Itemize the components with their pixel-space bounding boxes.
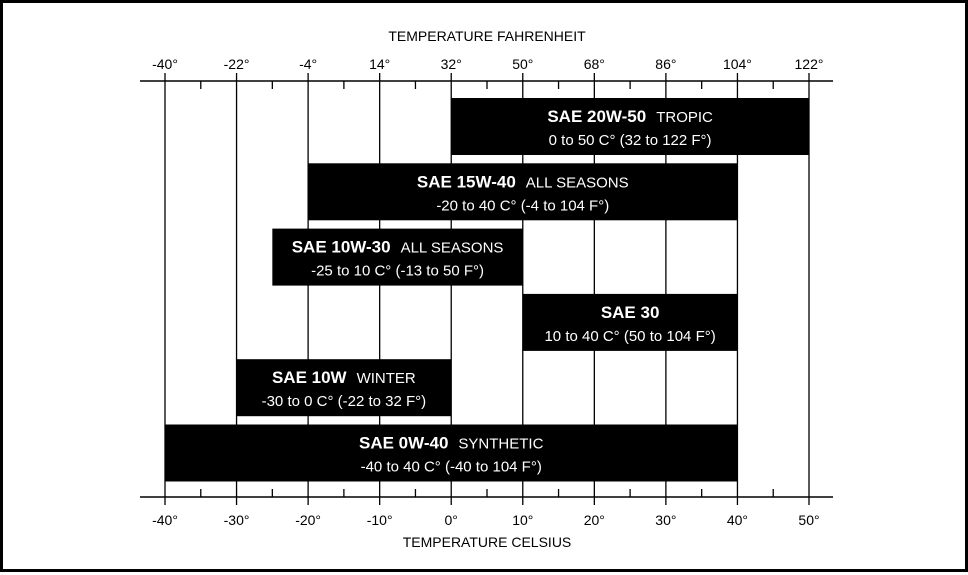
- oil-season: ALL SEASONS: [400, 239, 504, 257]
- oil-season: TROPIC: [656, 109, 713, 126]
- fahrenheit-tick-label: 68°: [583, 56, 605, 72]
- oil-temperature-range: -30 to 0 C° (-22 to 32 F°): [261, 393, 427, 411]
- celsius-tick-label: 30°: [655, 512, 677, 528]
- oil-temperature-chart: [3, 3, 968, 575]
- fahrenheit-tick-label: -40°: [152, 56, 178, 72]
- oil-grade: SAE 10W: [271, 368, 347, 388]
- fahrenheit-tick-label: -4°: [299, 56, 318, 72]
- oil-bar: [308, 163, 737, 220]
- oil-temperature-range: -20 to 40 C° (-4 to 104 F°): [436, 197, 610, 215]
- celsius-tick-label: -20°: [295, 512, 322, 528]
- oil-bar-title: [547, 107, 713, 126]
- oil-grade: SAE 10W-30: [291, 237, 391, 257]
- oil-bar: [237, 359, 452, 416]
- oil-temperature-range: -25 to 10 C° (-13 to 50 F°): [311, 262, 485, 280]
- celsius-tick-label: 0°: [444, 512, 458, 528]
- celsius-tick-label: -30°: [223, 512, 250, 528]
- fahrenheit-tick-label: 50°: [512, 56, 534, 72]
- fahrenheit-tick-label: 122°: [794, 56, 824, 72]
- fahrenheit-tick-label: 104°: [722, 56, 752, 72]
- oil-season: WINTER: [356, 370, 416, 388]
- fahrenheit-tick-label: 86°: [655, 56, 677, 72]
- oil-bar: [272, 229, 522, 286]
- fahrenheit-axis-title: TEMPERATURE FAHRENHEIT: [388, 28, 586, 44]
- oil-season: ALL SEASONS: [525, 174, 629, 192]
- celsius-axis-title: TEMPERATURE CELSIUS: [402, 534, 572, 550]
- oil-season: SYNTHETIC: [458, 435, 544, 453]
- oil-grade: SAE 0W-40: [359, 433, 449, 453]
- oil-grade: SAE 20W-50: [547, 107, 647, 126]
- celsius-tick-label: -40°: [152, 512, 178, 528]
- celsius-tick-labels: [152, 512, 820, 528]
- oil-range-bars: [165, 98, 809, 482]
- celsius-tick-label: 10°: [512, 512, 534, 528]
- oil-bar-title: [272, 368, 416, 387]
- fahrenheit-tick-label: 32°: [440, 56, 462, 72]
- fahrenheit-tick-label: -22°: [223, 56, 250, 72]
- oil-bar: [165, 425, 737, 482]
- celsius-tick-label: 40°: [726, 512, 749, 528]
- celsius-tick-label: 50°: [798, 512, 820, 528]
- oil-bar-title: [601, 303, 660, 322]
- fahrenheit-tick-labels: [152, 56, 823, 72]
- oil-temperature-range: -40 to 40 C° (-40 to 104 F°): [360, 458, 542, 476]
- oil-grade: SAE 15W-40: [416, 172, 516, 192]
- oil-grade: SAE 30: [600, 302, 660, 322]
- fahrenheit-tick-label: 14°: [369, 56, 391, 72]
- celsius-tick-label: -10°: [366, 512, 393, 528]
- oil-bar: [523, 294, 738, 351]
- celsius-tick-label: 20°: [583, 512, 605, 528]
- oil-temperature-range: 10 to 40 C° (50 to 104 F°): [544, 327, 716, 345]
- oil-bar: [451, 98, 809, 155]
- oil-temperature-range: 0 to 50 C° (32 to 122 F°): [548, 132, 712, 149]
